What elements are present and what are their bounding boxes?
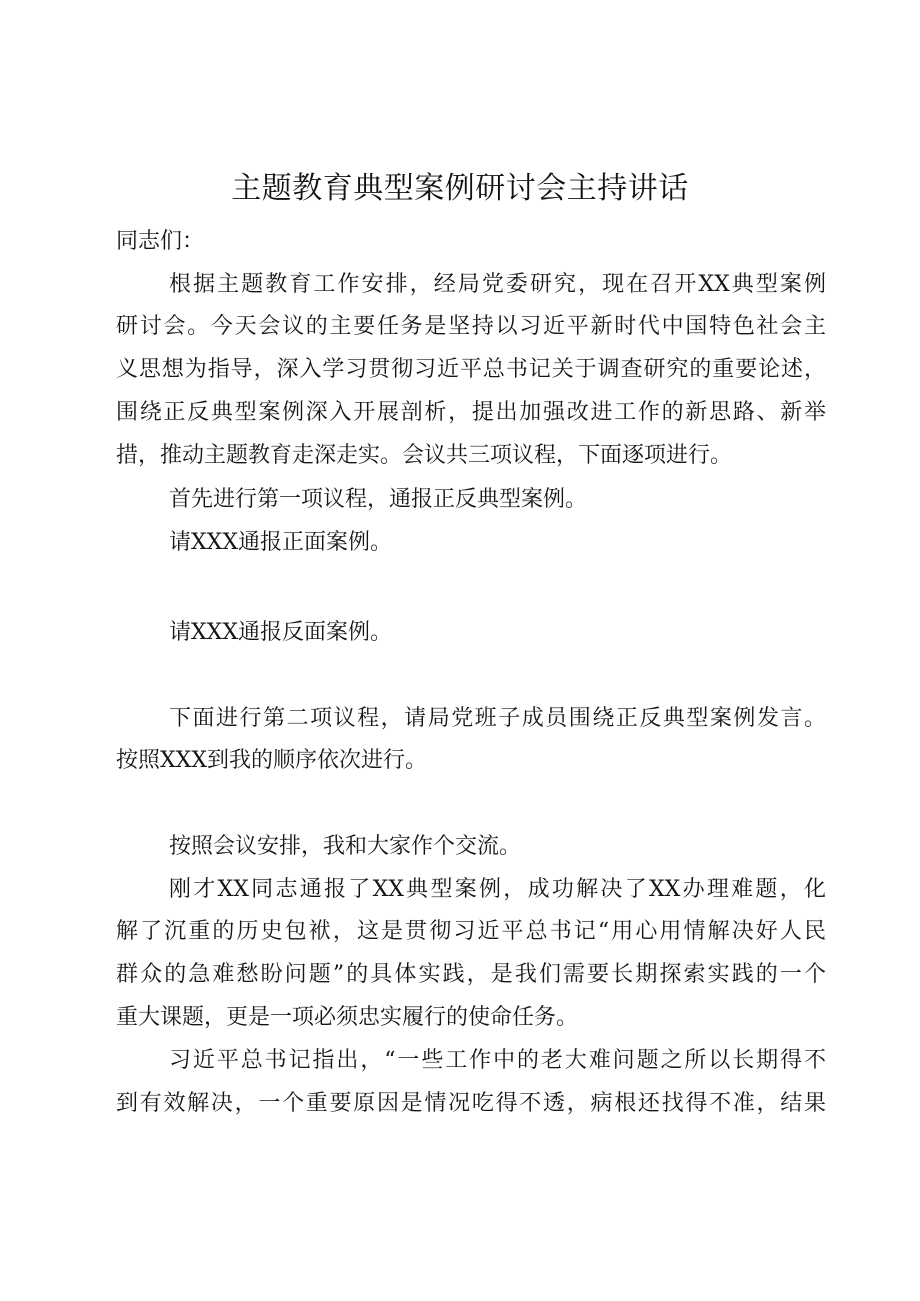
paragraph-line: 解了沉重的历史包袱，这是贯彻习近平总书记“用心用情解决好人民 — [116, 919, 826, 944]
paragraph-line: 刚才XX同志通报了XX典型案例，成功解决了XX办理难题，化 — [169, 877, 826, 902]
paragraph-line: 重大课题，更是一项必须忠实履行的使命任务。 — [116, 1005, 579, 1030]
paragraph-line: 按照XXX到我的顺序依次进行。 — [116, 748, 427, 773]
paragraph-line: 请XXX通报正面案例。 — [169, 530, 392, 555]
paragraph-line: 到有效解决，一个重要原因是情况吃得不透，病根还找得不准，结果 — [116, 1091, 826, 1116]
paragraph-line: 义思想为指导，深入学习贯彻习近平总书记关于调查研究的重要论述， — [116, 357, 826, 382]
paragraph-line: 根据主题教育工作安排，经局党委研究，现在召开XX典型案例 — [169, 272, 826, 297]
paragraph-line: 围绕正反典型案例深入开展剖析，提出加强改进工作的新思路、新举 — [116, 400, 826, 425]
paragraph-line: 习近平总书记指出，“一些工作中的老大难问题之所以长期得不 — [169, 1048, 826, 1073]
document-title: 主题教育典型案例研讨会主持讲话 — [231, 171, 689, 206]
paragraph-line: 按照会议安排，我和大家作个交流。 — [169, 834, 522, 859]
paragraph-line: 群众的急难愁盼问题”的具体实践，是我们需要长期探索实践的一个 — [116, 962, 826, 987]
paragraph-line: 研讨会。今天会议的主要任务是坚持以习近平新时代中国特色社会主 — [116, 314, 826, 339]
paragraph-line: 下面进行第二项议程，请局党班子成员围绕正反典型案例发言。 — [169, 706, 826, 731]
paragraph-line: 首先进行第一项议程，通报正反典型案例。 — [169, 487, 588, 512]
paragraph-line: 请XXX通报反面案例。 — [169, 620, 392, 645]
paragraph-line: 措，推动主题教育走深走实。会议共三项议程，下面逐项进行。 — [116, 443, 733, 468]
salutation: 同志们： — [116, 229, 205, 254]
